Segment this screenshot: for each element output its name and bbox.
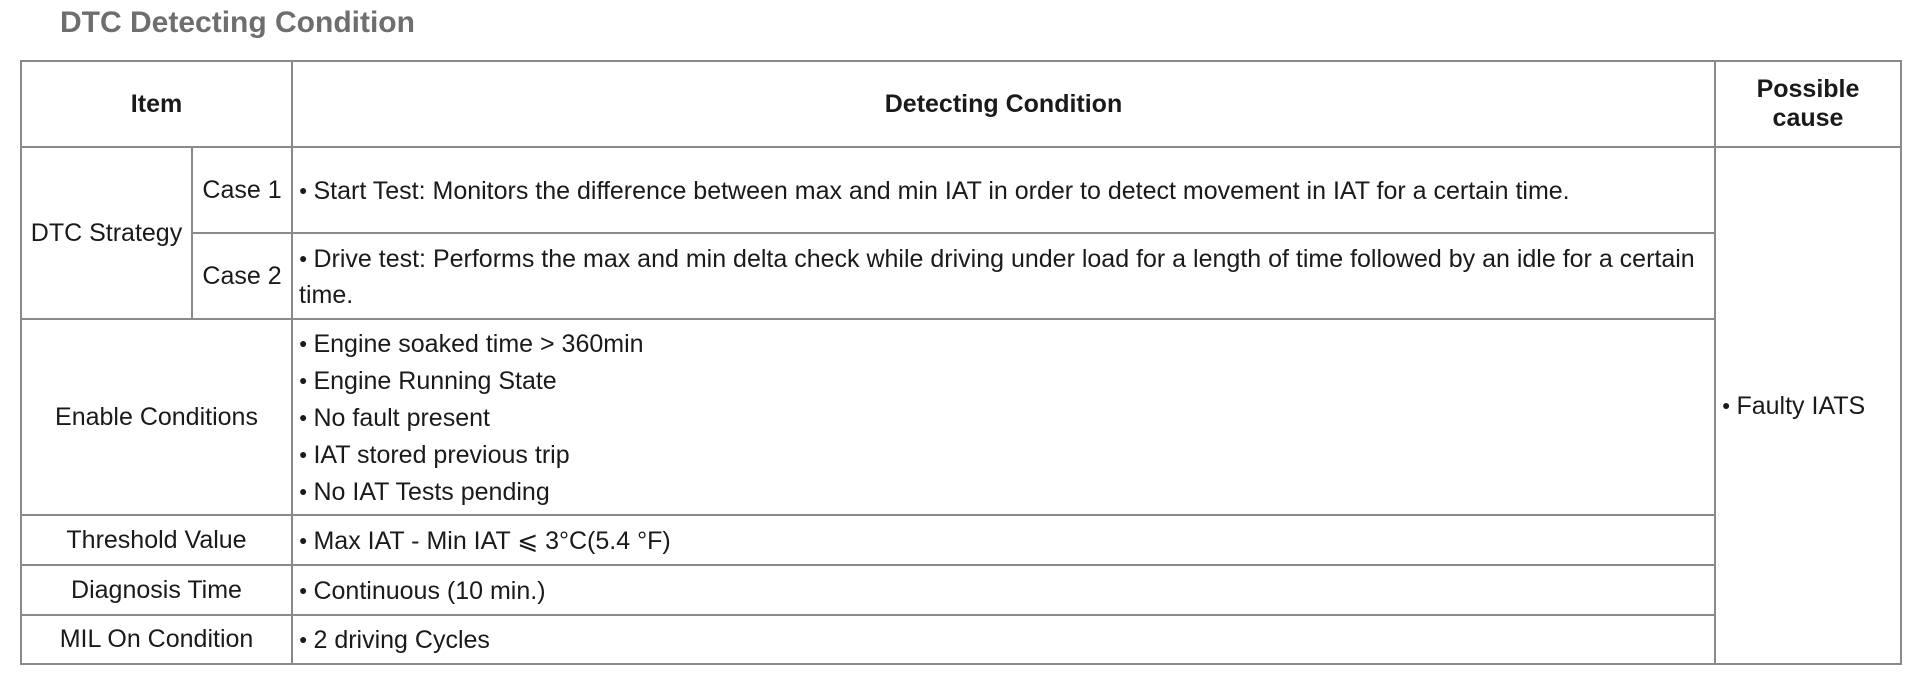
bullet-icon [299, 177, 313, 205]
mil-condition [292, 615, 1715, 664]
case-1-label: Case 1 [192, 147, 292, 233]
case-2-text: Drive test: Performs the max and min delta check while driving under load for a length of time followed by an idle for a certain time. [299, 244, 1695, 309]
list-item-text: Engine Running State [313, 366, 557, 395]
table-row [21, 515, 1901, 565]
list-item [299, 399, 1708, 436]
list-item [299, 473, 1708, 510]
bullet-icon [299, 626, 313, 654]
bullet-icon [299, 404, 313, 432]
case-1-text: Start Test: Monitors the difference between max and min IAT in order to detect movement in IAT for a certain time. [313, 176, 1570, 205]
case-2-label: Case 2 [192, 233, 292, 319]
table-row [21, 233, 1901, 319]
mil-text: 2 driving Cycles [313, 626, 490, 654]
bullet-icon [299, 367, 313, 395]
bullet-icon [299, 245, 313, 273]
threshold-text: Max IAT - Min IAT ⩽ 3°C(5.4 °F) [313, 526, 671, 555]
header-possible-cause: Possible cause [1715, 61, 1901, 147]
strategy-label: DTC Strategy [21, 147, 192, 319]
enable-conditions-list [292, 319, 1715, 515]
list-item-text: IAT stored previous trip [313, 440, 570, 469]
diagnosis-condition [292, 565, 1715, 615]
list-item [299, 325, 1708, 362]
list-item-text: No fault present [313, 403, 490, 432]
possible-cause-cell [1715, 147, 1901, 664]
list-item-text: No IAT Tests pending [313, 477, 550, 506]
bullet-icon [299, 330, 313, 358]
header-detecting-condition: Detecting Condition [292, 61, 1715, 147]
diagnosis-label: Diagnosis Time [21, 565, 292, 615]
diagnosis-text: Continuous (10 min.) [313, 576, 546, 605]
bullet-icon [1722, 392, 1736, 420]
list-item-text: Engine soaked time > 360min [313, 329, 644, 358]
case-2-condition [292, 233, 1715, 319]
header-row [21, 61, 1901, 147]
bullet-icon [299, 441, 313, 469]
table-row [21, 319, 1901, 515]
bullet-icon [299, 527, 313, 555]
mil-label: MIL On Condition [21, 615, 292, 664]
bullet-icon [299, 478, 313, 506]
enable-conditions-label: Enable Conditions [21, 319, 292, 515]
table-row [21, 147, 1901, 233]
dtc-table [20, 60, 1902, 665]
list-item [299, 436, 1708, 473]
case-1-condition [292, 147, 1715, 233]
page-title: DTC Detecting Condition [60, 6, 415, 39]
table-row [21, 565, 1901, 615]
table-row [21, 615, 1901, 664]
threshold-condition [292, 515, 1715, 565]
bullet-icon [299, 577, 313, 605]
list-item [299, 362, 1708, 399]
threshold-label: Threshold Value [21, 515, 292, 565]
header-item: Item [21, 61, 292, 147]
possible-cause-text: Faulty IATS [1736, 392, 1866, 420]
